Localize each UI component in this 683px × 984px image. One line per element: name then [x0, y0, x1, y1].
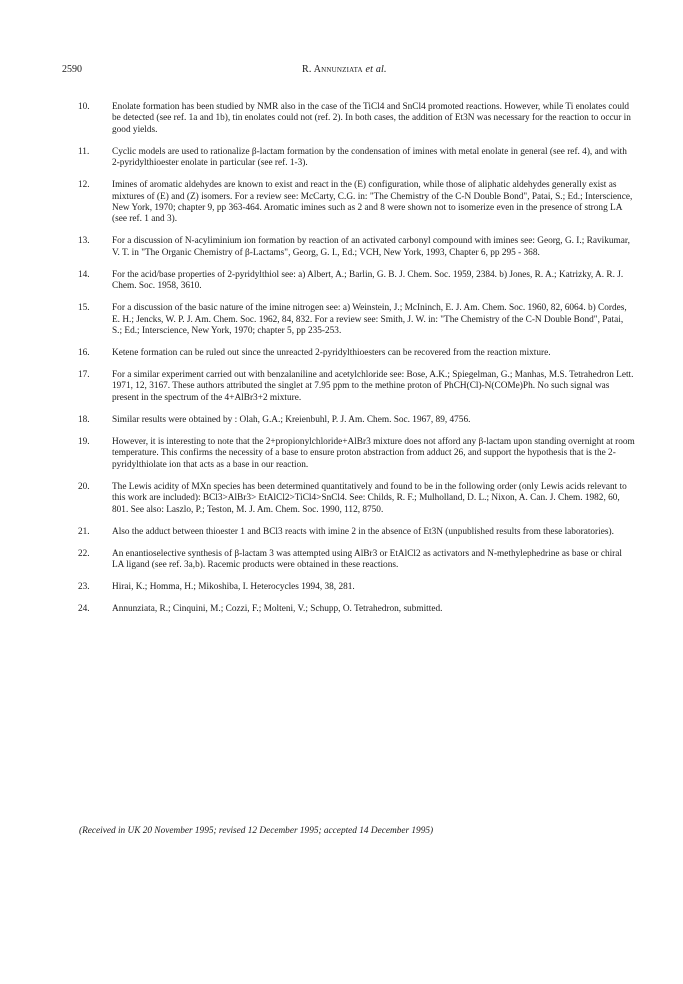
reference-note-11: [60, 147, 635, 170]
note-number: 15.: [78, 303, 90, 314]
note-text: Ketene formation can be ruled out since the unreacted 2-pyridylthioesters can be recovered from the reaction mixture.: [112, 348, 551, 359]
references-list: [60, 102, 635, 626]
note-number: 16.: [78, 348, 90, 359]
running-head: [302, 64, 387, 75]
note-text: For a similar experiment carried out with benzalaniline and acetylchloride see: Bose, A.K.; Spiegelman, G.; Manhas, M.S. Tetrahedron Lett. 1971, 12, 3167. These authors attributed the singlet at 7.95 ppm to the methine proton of PhCH(Cl)-N(COMe)Ph. No such signal was present in the spectrum of the 4+AlBr3+2 mixture.: [112, 370, 634, 403]
note-number: 21.: [78, 526, 90, 537]
reference-note-16: [60, 348, 635, 359]
received-dates: [79, 826, 433, 836]
note-text: Annunziata, R.; Cinquini, M.; Cozzi, F.; Molteni, V.; Schupp, O. Tetrahedron, submitted.: [112, 603, 443, 614]
running-head-authors: R. Annunziata: [302, 64, 363, 75]
note-number: 23.: [78, 581, 90, 592]
note-text: Enolate formation has been studied by NMR also in the case of the TiCl4 and SnCl4 promoted reactions. However, while Ti enolates could be detected (see ref. 1a and 1b), tin enolates could not (ref. 2). In both cases, the addition of Et3N was necessary for the reaction to occur in good yields.: [112, 102, 631, 135]
reference-note-13: [60, 236, 635, 259]
note-number: 11.: [78, 146, 90, 157]
note-text: Cyclic models are used to rationalize β-lactam formation by the condensation of imines with metal enolate in general (see ref. 4), and with 2-pyridylthioester enolate in particular (see ref. 1-3).: [112, 146, 627, 169]
note-text: Hirai, K.; Homma, H.; Mikoshiba, I. Heterocycles 1994, 38, 281.: [112, 581, 355, 592]
page-number: 2590: [62, 64, 82, 75]
reference-note-18: [60, 415, 635, 426]
reference-note-24: [60, 604, 635, 615]
running-head-suffix: et al.: [365, 64, 387, 75]
reference-note-22: [60, 549, 635, 572]
reference-note-12: [60, 180, 635, 226]
note-number: 20.: [78, 481, 90, 492]
note-text: Similar results were obtained by : Olah, G.A.; Kreienbuhl, P. J. Am. Chem. Soc. 1967, 89, 4756.: [112, 414, 471, 425]
note-number: 22.: [78, 548, 90, 559]
note-number: 17.: [78, 370, 90, 381]
reference-note-10: [60, 102, 635, 136]
reference-note-14: [60, 270, 635, 293]
reference-note-15: [60, 303, 635, 337]
reference-note-19: [60, 437, 635, 471]
note-number: 14.: [78, 269, 90, 280]
note-number: 24.: [78, 603, 90, 614]
note-text: Also the adduct between thioester 1 and BCl3 reacts with imine 2 in the absence of Et3N (unpublished results from these laboratories).: [112, 526, 614, 537]
note-text: Imines of aromatic aldehydes are known to exist and react in the (E) configuration, while those of aliphatic aldehydes generally exist as mixtures of (E) and (Z) isomers. For a review see: McCarty, C.G. in: "The Chemistry of the C-N Double Bond", Patai, S.; Ed.; Interscience, New York, 1970; chapter 9, pp 363-464. Aromatic imines such as 2 and 8 were shown not to isomerize even in the presence of strong LA (see ref. 1 and 3).: [112, 180, 633, 225]
note-number: 19.: [78, 436, 90, 447]
note-number: 10.: [78, 102, 90, 112]
note-number: 18.: [78, 414, 90, 425]
note-text: An enantioselective synthesis of β-lactam 3 was attempted using AlBr3 or EtAlCl2 as activators and N-methylephedrine as base or chiral LA ligand (see ref. 3a,b). Racemic products were obtained in these reactions.: [112, 548, 622, 570]
note-number: 12.: [78, 180, 90, 191]
reference-note-23: [60, 582, 635, 593]
note-text: For the acid/base properties of 2-pyridylthiol see: a) Albert, A.; Barlin, G. B. J. Chem. Soc. 1959, 2384. b) Jones, R. A.; Katrizky, A. R. J. Chem. Soc. 1958, 3610.: [112, 269, 624, 292]
reference-note-21: [60, 527, 635, 538]
reference-note-20: [60, 482, 635, 516]
note-text: The Lewis acidity of MXn species has been determined quantitatively and found to be in the following order (only Lewis acids relevant to this work are included): BCl3>AlBr3> EtAlCl2>TiCl4>SnCl4. See: Childs, R. F.; Mulholland, D. L.; Nixon, A. Can. J. Chem. 1982, 60, 801. See also: Laszlo, P.; Teston, M. J. Am. Chem. Soc. 1990, 112, 8750.: [112, 481, 627, 515]
page-header: [62, 64, 642, 78]
note-text: However, it is interesting to note that the 2+propionylchloride+AlBr3 mixture does not afford any β-lactam upon standing overnight at room temperature. This confirms the necessity of a base to ensure proton abstraction from adduct 26, and support the hypothesis that is the 2-pyridylthiolate ion that acts as a base in our reaction.: [112, 436, 635, 470]
note-text: For a discussion of the basic nature of the imine nitrogen see: a) Weinstein, J.; McIninch, E. J. Am. Chem. Soc. 1960, 82, 6064. b) Cordes, E. H.; Jencks, W. P. J. Am. Chem. Soc. 1962, 84, 832. For a review see: Smith, J. W. in: "The Chemistry of the C-N Double Bond", Patai, S.; Ed.; Interscience, New York, 1970; chapter 5, pp 235-253.: [112, 303, 627, 337]
note-text: For a discussion of N-acyliminium ion formation by reaction of an activated carbonyl compound with imines see: Georg, G. I.; Ravikumar, V. T. in "The Organic Chemistry of β-Lactams", Georg, G. I., Ed.; VCH, New York, 1993, Chapter 6, pp 295 - 368.: [112, 236, 630, 258]
received-text: (Received in UK 20 November 1995; revised 12 December 1995; accepted 14 December 1995): [79, 826, 434, 836]
reference-note-17: [60, 370, 635, 404]
note-number: 13.: [78, 236, 90, 247]
